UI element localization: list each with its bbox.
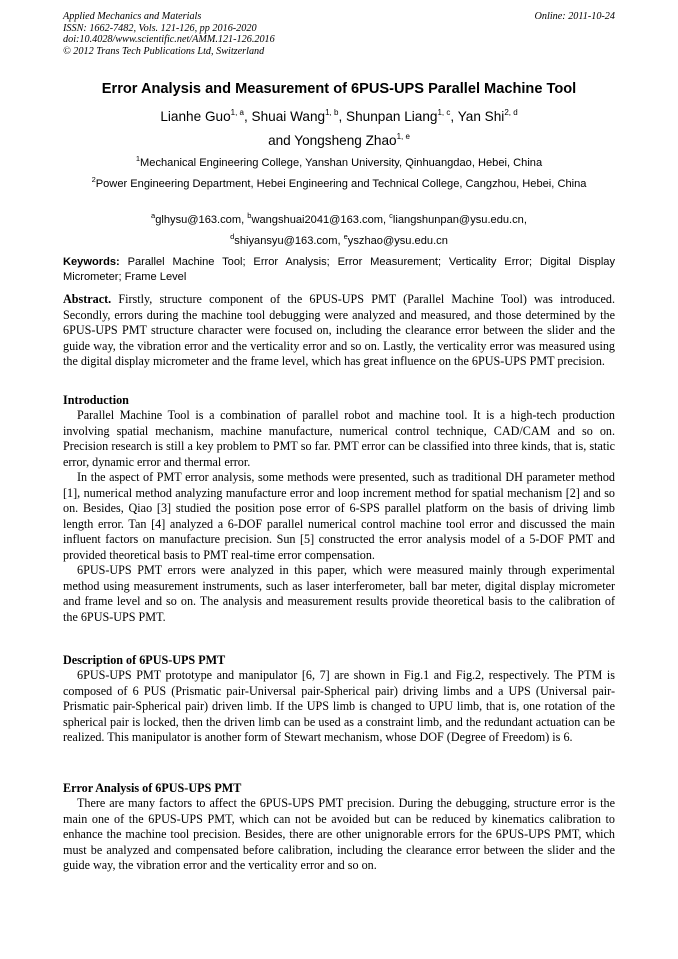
section-body-introduction xyxy=(63,408,615,625)
online-date: Online: 2011-10-24 xyxy=(534,11,615,22)
paragraph: There are many factors to affect the 6PUS-UPS PMT precision. During the debugging, structure error is the main one of the 6PUS-UPS PMT, which can not be avoided but can be reduced by kinematics calibration to enhance the machine tool precision. Besides, there are other unignorable errors for the 6PUS-UPS PMT, which must be analyzed and compensated before calibration, including the clearance error between the slider and the guide way, the vibration error and the verticality error and so on. xyxy=(63,796,615,872)
email-mark: e xyxy=(343,232,348,241)
section-body-description xyxy=(63,668,615,746)
section-heading-description: Description of 6PUS-UPS PMT xyxy=(63,653,226,667)
paper-title: Error Analysis and Measurement of 6PUS-UPS Parallel Machine Tool xyxy=(101,81,577,97)
paragraph: In the aspect of PMT error analysis, some methods were presented, such as traditional DH parameter method [1], numerical method analyzing manufacture error and loop increment method for spatial mechanism [2] and so on. Besides, Qiao [3] studied the position pose error of 6-SPS parallel platform on the basis of driving limb length error. Tan [4] analyzed a 6-DOF parallel numerical control machine tool error and discussed the main influent factors on manufacture precision. Sun [5] constructed the error analysis model of a 5-DOF PMT and provided theoretical basis to PMT real-time error compensation. xyxy=(63,470,615,562)
author-name: Shuai Wang xyxy=(251,109,326,124)
email-mark: d xyxy=(230,232,235,241)
email-mark: b xyxy=(247,211,252,220)
section-body-error-analysis xyxy=(63,796,615,874)
section-heading-introduction: Introduction xyxy=(63,393,129,407)
section-heading-error-analysis: Error Analysis of 6PUS-UPS PMT xyxy=(63,781,242,795)
author-name: Shunpan Liang xyxy=(346,109,438,124)
journal-name: Applied Mechanics and Materials xyxy=(63,11,202,22)
journal-header xyxy=(63,11,275,57)
affiliation-number: 2 xyxy=(91,175,96,184)
keywords-label: Keywords: xyxy=(63,256,120,268)
author-name: Lianhe Guo xyxy=(160,109,231,124)
affiliation-2 xyxy=(63,176,615,192)
keywords xyxy=(63,255,615,285)
email-address: wangshuai2041@163.com xyxy=(251,214,383,226)
author-affil-mark: 1, c xyxy=(437,108,451,117)
doi-line: doi:10.4028/www.scientific.net/AMM.121-126.2016 xyxy=(63,34,275,45)
email-mark: a xyxy=(151,211,156,220)
author-name: Yan Shi xyxy=(457,109,505,124)
email-line-1: $^a$glhysu@163.com, $^b$wangshuai2041@163.com, $^c$liangshunpan@ysu.edu.cn, xyxy=(151,211,527,226)
email-address: yszhao@ysu.edu.cn xyxy=(347,235,448,247)
author-and: and xyxy=(268,133,295,148)
abstract-label: Abstract. xyxy=(63,292,112,306)
affiliation-text: Mechanical Engineering College, Yanshan University, Qinhuangdao, Hebei, China xyxy=(140,157,543,169)
issn-line: ISSN: 1662-7482, Vols. 121-126, pp 2016-2020 xyxy=(63,22,257,34)
copyright-line: © 2012 Trans Tech Publications Ltd, Switzerland xyxy=(63,45,265,57)
email-address: shiyansyu@163.com xyxy=(234,235,338,247)
affiliation-number: 1 xyxy=(135,154,141,163)
paragraph: Parallel Machine Tool is a combination of parallel robot and machine tool. It is a high-tech production involving spatial mechanism, machine manufacture, numerical control technique, CAD/CAM and so on. Precision research is still a key problem to PMT so far. PMT error can be classified into three kinds, that is, static error, dynamic error and thermal error. xyxy=(63,408,615,469)
email-address: liangshunpan@ysu.edu.cn xyxy=(392,214,524,226)
email-address: glhysu@163.com xyxy=(155,214,242,226)
author-list xyxy=(63,105,615,153)
email-mark: c xyxy=(389,211,393,220)
abstract-text: Firstly, structure component of the 6PUS-UPS PMT (Parallel Machine Tool) was introduced. Secondly, errors during the machine tool debugging were analyzed and measured, and those determined by the 6PUS-UPS PMT structure character were focused on, including the clearance error between the slider and the guide way, the vibration error and the verticality error and so on. Lastly, the verticality error was measured using the digital display micrometer and the frame level, which has great influence on the 6PUS-UPS PMT precision. xyxy=(63,292,615,368)
author-affil-mark: 1, a xyxy=(230,108,244,117)
author-name: Yongsheng Zhao xyxy=(294,133,397,148)
affiliation-1 xyxy=(63,155,615,171)
author-line-1 xyxy=(63,105,615,129)
paragraph: 6PUS-UPS PMT errors were analyzed in this paper, which were measured mainly through experimental method using measurement instruments, such as laser interferometer, ball bar meter, digital display micrometer and frame level and so on. The analysis and measurement results provide theoretical basis to the calibration of the 6PUS-UPS PMT. xyxy=(63,563,615,624)
author-separator: , xyxy=(450,109,458,124)
abstract xyxy=(63,292,615,370)
author-line-2 xyxy=(63,129,615,153)
keywords-text: Parallel Machine Tool; Error Analysis; Error Measurement; Verticality Error; Digital Display Micrometer; Frame Level xyxy=(63,256,615,283)
author-affil-mark: 2, d xyxy=(504,108,518,117)
author-affil-mark: 1, e xyxy=(396,132,410,141)
paragraph: 6PUS-UPS PMT prototype and manipulator [6, 7] are shown in Fig.1 and Fig.2, respectively. The PTM is composed of 6 PUS (Prismatic pair-Universal pair-Spherical pair) driving limbs and a UPS (Universal pair-Prismatic pair-Spherical pair) driven limb. If the UPS limb is changed to UPU limb, that is, one rotation of the spherical pair is locked, then the driven limb can be used as a constraint limb, and the redundant actuation can be realized. This manipulator is another form of Stewart mechanism, whose DOF (Degree of Freedom) is 6. xyxy=(63,668,615,744)
affiliation-text: Power Engineering Department, Hebei Engineering and Technical College, Cangzhou, Hebei, China xyxy=(95,178,587,190)
author-affil-mark: 1, b xyxy=(325,108,339,117)
author-separator: , xyxy=(338,109,347,124)
author-separator: , xyxy=(243,109,252,124)
email-line-2: $^d$shiyansyu@163.com, $^e$yszhao@ysu.edu.cn xyxy=(230,232,448,247)
